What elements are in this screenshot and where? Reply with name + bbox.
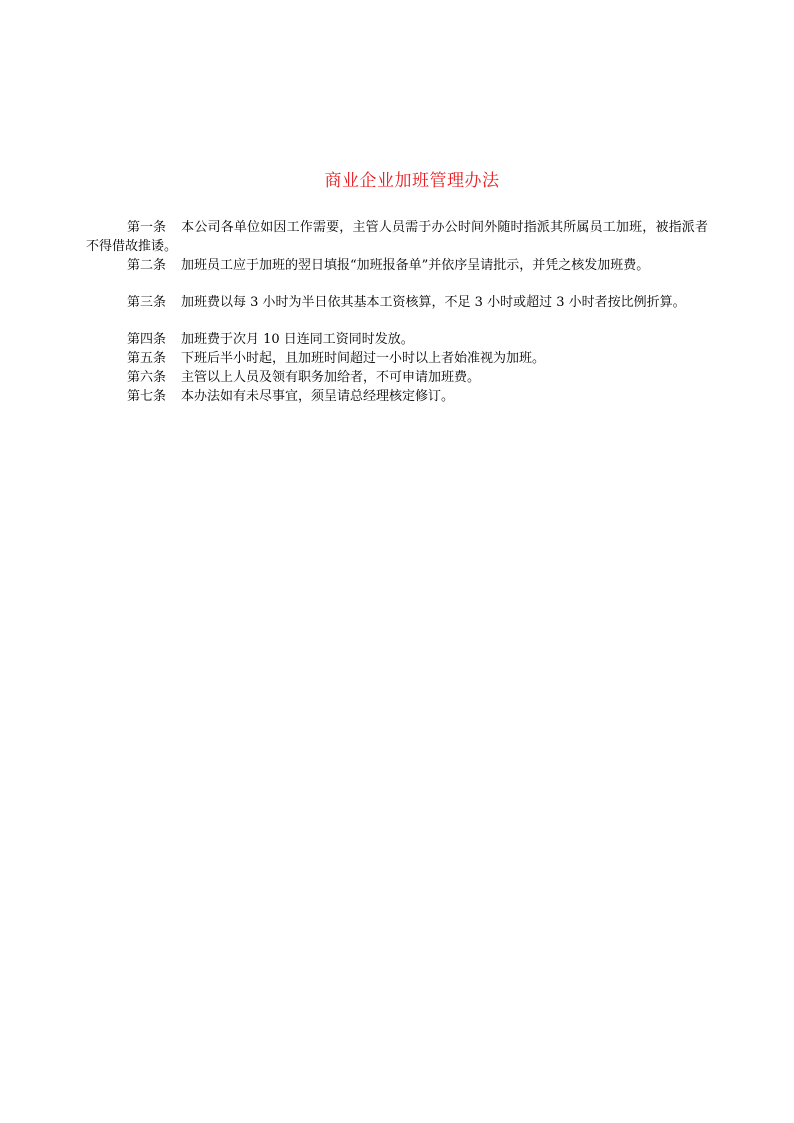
- article-number: 第五条: [127, 351, 167, 366]
- article-3: [86, 293, 708, 312]
- article-5: [86, 349, 708, 368]
- article-6: [86, 368, 708, 387]
- article-1: [86, 218, 708, 256]
- article-text: 加班员工应于加班的翌日填报“加班报备单”并依序呈请批示，并凭之核发加班费。: [181, 258, 650, 273]
- article-number: 第七条: [127, 389, 167, 404]
- article-text: 加班费以每 3 小时为半日依其基本工资核算，不足 3 小时或超过 3 小时者按比例折算。: [181, 295, 686, 310]
- article-number: 第一条: [127, 220, 167, 235]
- article-text: 下班后半小时起，且加班时间超过一小时以上者始准视为加班。: [181, 351, 546, 366]
- article-text: 主管以上人员及领有职务加给者，不可申请加班费。: [181, 370, 481, 385]
- article-4: [86, 330, 708, 349]
- article-number: 第四条: [127, 332, 167, 347]
- article-number: 第六条: [127, 370, 167, 385]
- article-number: 第二条: [127, 258, 167, 273]
- article-text: 本办法如有未尽事宜，须呈请总经理核定修订。: [181, 389, 455, 404]
- article-text: 本公司各单位如因工作需要，主管人员需于办公时间外随时指派其所属员工加班，被指派者不得借故推诿。: [86, 220, 708, 254]
- article-number: 第三条: [127, 295, 167, 310]
- document-body: [86, 218, 708, 406]
- article-2: [86, 256, 708, 275]
- document-title: 商业企业加班管理办法: [324, 171, 500, 191]
- article-7: [86, 387, 708, 406]
- article-text: 加班费于次月 10 日连同工资同时发放。: [181, 332, 414, 347]
